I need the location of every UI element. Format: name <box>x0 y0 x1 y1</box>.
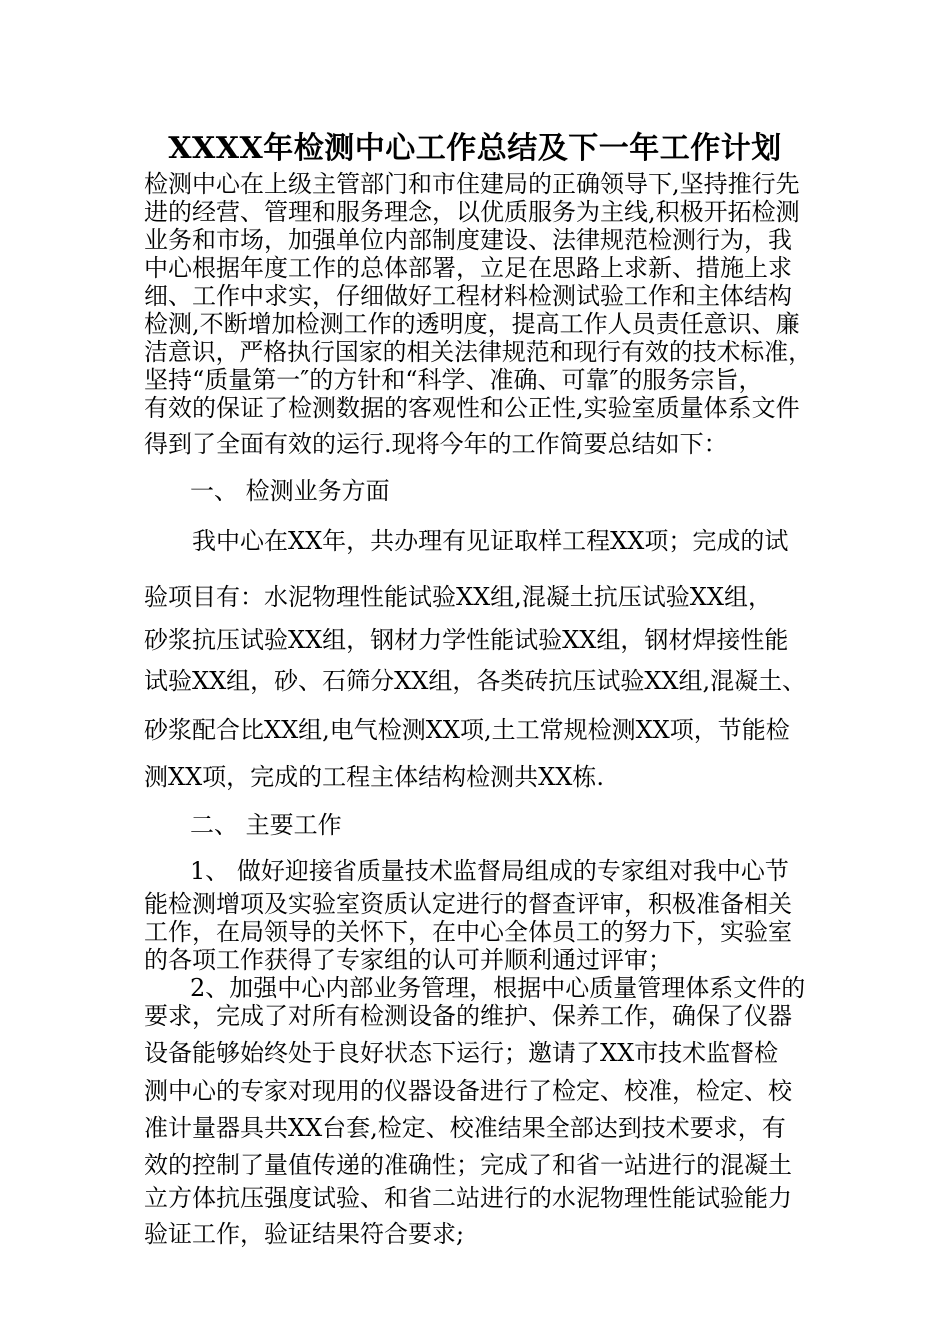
work-item-2-line: 验证工作，验证结果符合要求; <box>144 1220 465 1248</box>
work-item-2-line: 准计量器具共XX台套,检定、校准结果全部达到技术要求，有 <box>144 1114 786 1142</box>
business-line: 砂浆抗压试验XX组，钢材力学性能试验XX组，钢材焊接性能 <box>144 626 789 654</box>
section-heading-main-work: 二、 主要工作 <box>190 811 342 839</box>
intro-line: 业务和市场，加强单位内部制度建设、法律规范检测行为，我 <box>144 226 792 254</box>
business-line: 试验XX组，砂、石筛分XX组，各类砖抗压试验XX组,混凝土、 <box>144 667 807 695</box>
business-line: 测XX项，完成的工程主体结构检测共XX栋. <box>144 763 604 791</box>
work-item-2-line: 2、加强中心内部业务管理，根据中心质量管理体系文件的 <box>190 974 806 1002</box>
business-line: 砂浆配合比XX组,电气检测XX项,土工常规检测XX项，节能检 <box>144 716 790 744</box>
intro-line: 洁意识，严格执行国家的相关法律规范和现行有效的技术标准， <box>144 338 812 366</box>
work-item-2-line: 测中心的专家对现用的仪器设备进行了检定、校准，检定、校 <box>144 1077 792 1105</box>
intro-line: 中心根据年度工作的总体部署，立足在思路上求新、措施上求 <box>144 254 792 282</box>
work-item-1-line: 工作，在局领导的关怀下，在中心全体员工的努力下，实验室 <box>144 918 792 946</box>
document-title: XXXX年检测中心工作总结及下一年工作计划 <box>168 131 782 166</box>
business-line: 我中心在XX年，共办理有见证取样工程XX项；完成的试 <box>192 527 789 555</box>
work-item-1-line: 的各项工作获得了专家组的认可并顺利通过评审； <box>144 946 672 974</box>
intro-line: 检测,不断增加检测工作的透明度，提高工作人员责任意识、廉 <box>144 310 800 338</box>
business-line: 验项目有：水泥物理性能试验XX组,混凝土抗压试验XX组， <box>144 583 772 611</box>
work-item-2-line: 要求，完成了对所有检测设备的维护、保养工作，确保了仪器 <box>144 1002 792 1030</box>
intro-line: 坚持“质量第一″的方针和“科学、准确、可靠″的服务宗旨， <box>144 366 763 394</box>
work-item-2-line: 效的控制了量值传递的准确性；完成了和省一站进行的混凝土 <box>144 1151 792 1179</box>
intro-line: 检测中心在上级主管部门和市住建局的正确领导下,坚持推行先 <box>144 170 800 198</box>
work-item-2-line: 立方体抗压强度试验、和省二站进行的水泥物理性能试验能力 <box>144 1184 792 1212</box>
work-item-1-line: 1、 做好迎接省质量技术监督局组成的专家组对我中心节 <box>190 857 789 885</box>
section-heading-business: 一、 检测业务方面 <box>190 477 390 505</box>
work-item-1-line: 能检测增项及实验室资质认定进行的督查评审，积极准备相关 <box>144 890 792 918</box>
intro-line: 细、工作中求实，仔细做好工程材料检测试验工作和主体结构 <box>144 282 792 310</box>
intro-line: 得到了全面有效的运行.现将今年的工作简要总结如下： <box>144 430 728 458</box>
work-item-2-line: 设备能够始终处于良好状态下运行；邀请了XX市技术监督检 <box>144 1039 779 1067</box>
intro-line: 有效的保证了检测数据的客观性和公正性,实验室质量体系文件 <box>144 394 800 422</box>
intro-line: 进的经营、管理和服务理念，以优质服务为主线,积极开拓检测 <box>144 198 800 226</box>
